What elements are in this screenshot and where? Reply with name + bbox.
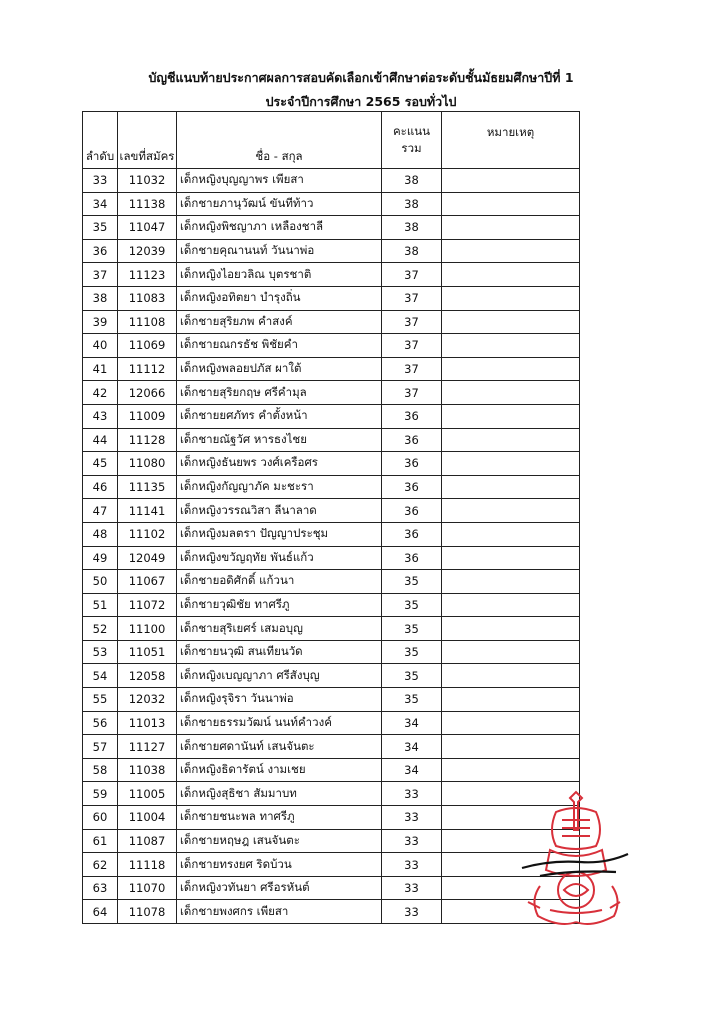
table-row: [83, 404, 580, 428]
table-row: [83, 499, 580, 523]
row-applicant-cell: 11127: [118, 735, 177, 759]
row-score-cell: 35: [382, 664, 442, 688]
table-row: [83, 640, 580, 664]
row-applicant-cell: 11128: [118, 428, 177, 452]
row-no-cell: 41: [83, 357, 118, 381]
results-table: [82, 111, 580, 924]
row-no-cell: 34: [83, 192, 118, 216]
table-row: [83, 711, 580, 735]
table-row: [83, 381, 580, 405]
row-name-cell: เด็กชายพงศกร เพียสา: [177, 900, 382, 924]
table-row: [83, 192, 580, 216]
table-row: [83, 664, 580, 688]
row-no-cell: 53: [83, 640, 118, 664]
table-row: [83, 522, 580, 546]
row-name-cell: เด็กชายณกรธัช พิชัยคำ: [177, 334, 382, 358]
row-no-cell: 48: [83, 522, 118, 546]
row-applicant-cell: 11123: [118, 263, 177, 287]
row-remark-cell: [442, 404, 580, 428]
row-name-cell: เด็กชายณัฐวัศ หารธงไชย: [177, 428, 382, 452]
row-score-cell: 35: [382, 617, 442, 641]
row-applicant-cell: 11087: [118, 829, 177, 853]
row-name-cell: เด็กหญิงสุธิชา สัมมาบท: [177, 782, 382, 806]
row-score-cell: 35: [382, 688, 442, 712]
row-remark-cell: [442, 263, 580, 287]
row-no-cell: 50: [83, 570, 118, 594]
row-remark-cell: [442, 475, 580, 499]
row-applicant-cell: 11080: [118, 452, 177, 476]
row-score-cell: 37: [382, 381, 442, 405]
row-remark-cell: [442, 499, 580, 523]
row-applicant-cell: 11102: [118, 522, 177, 546]
row-name-cell: เด็กหญิงบุญญาพร เพียสา: [177, 169, 382, 193]
row-remark-cell: [442, 357, 580, 381]
row-score-cell: 37: [382, 310, 442, 334]
row-score-cell: 38: [382, 216, 442, 240]
row-no-cell: 52: [83, 617, 118, 641]
row-score-cell: 36: [382, 522, 442, 546]
row-remark-cell: [442, 522, 580, 546]
row-no-cell: 46: [83, 475, 118, 499]
table-row: [83, 900, 580, 924]
row-no-cell: 56: [83, 711, 118, 735]
row-remark-cell: [442, 711, 580, 735]
row-applicant-cell: 11078: [118, 900, 177, 924]
row-score-cell: 33: [382, 829, 442, 853]
row-score-cell: 37: [382, 357, 442, 381]
row-score-cell: 37: [382, 263, 442, 287]
row-applicant-cell: 11118: [118, 853, 177, 877]
row-no-cell: 45: [83, 452, 118, 476]
row-applicant-cell: 11067: [118, 570, 177, 594]
row-remark-cell: [442, 192, 580, 216]
row-name-cell: เด็กชายสุริเยศร์ เสมอบุญ: [177, 617, 382, 641]
row-name-cell: เด็กชายทรงยศ ริดบ้วน: [177, 853, 382, 877]
row-name-cell: เด็กหญิงวรรณวิสา ลีนาลาด: [177, 499, 382, 523]
row-applicant-cell: 12049: [118, 546, 177, 570]
row-no-cell: 59: [83, 782, 118, 806]
row-name-cell: เด็กหญิงกัญญาภัค มะชะรา: [177, 475, 382, 499]
col-header-score-top: คะแนน: [392, 124, 430, 138]
row-no-cell: 55: [83, 688, 118, 712]
row-score-cell: 34: [382, 758, 442, 782]
row-name-cell: เด็กชายศดานันท์ เสนจันตะ: [177, 735, 382, 759]
row-applicant-cell: 11141: [118, 499, 177, 523]
table-row: [83, 357, 580, 381]
row-applicant-cell: 11013: [118, 711, 177, 735]
school-seal-stamp-icon: [520, 790, 630, 930]
row-name-cell: เด็กหญิงเบญญาภา ศรีสังบุญ: [177, 664, 382, 688]
row-name-cell: เด็กชายภานุวัฒน์ ขันทีท้าว: [177, 192, 382, 216]
row-score-cell: 34: [382, 711, 442, 735]
row-applicant-cell: 11051: [118, 640, 177, 664]
table-row: [83, 617, 580, 641]
row-no-cell: 39: [83, 310, 118, 334]
table-row: [83, 782, 580, 806]
row-score-cell: 36: [382, 452, 442, 476]
row-applicant-cell: 12039: [118, 239, 177, 263]
col-header-remark: หมายเหตุ: [442, 112, 580, 169]
row-name-cell: เด็กหญิงขวัญฤทัย พันธ์แก้ว: [177, 546, 382, 570]
row-score-cell: 36: [382, 546, 442, 570]
row-no-cell: 51: [83, 593, 118, 617]
table-row: [83, 570, 580, 594]
document-title: บัญชีแนบท้ายประกาศผลการสอบคัดเลือกเข้าศึกษาต่อระดับชั้นมัธยมศึกษาปีที่ 1: [148, 70, 574, 85]
row-no-cell: 44: [83, 428, 118, 452]
row-name-cell: เด็กชายสุริยภพ คำสงค์: [177, 310, 382, 334]
row-name-cell: เด็กหญิงอทิตยา บำรุงถิ่น: [177, 286, 382, 310]
row-remark-cell: [442, 758, 580, 782]
row-applicant-cell: 11004: [118, 806, 177, 830]
row-no-cell: 37: [83, 263, 118, 287]
row-no-cell: 63: [83, 876, 118, 900]
table-row: [83, 310, 580, 334]
row-applicant-cell: 11135: [118, 475, 177, 499]
row-applicant-cell: 11038: [118, 758, 177, 782]
row-applicant-cell: 11070: [118, 876, 177, 900]
row-no-cell: 40: [83, 334, 118, 358]
col-header-score-bottom: รวม: [401, 141, 422, 155]
table-row: [83, 216, 580, 240]
row-remark-cell: [442, 334, 580, 358]
row-applicant-cell: 11108: [118, 310, 177, 334]
table-row: [83, 829, 580, 853]
row-remark-cell: [442, 216, 580, 240]
row-name-cell: เด็กหญิงพลอยปภัส ผาใต้: [177, 357, 382, 381]
row-name-cell: เด็กชายธรรมวัฒน์ นนท์คำวงค์: [177, 711, 382, 735]
table-row: [83, 688, 580, 712]
row-no-cell: 42: [83, 381, 118, 405]
row-applicant-cell: 11009: [118, 404, 177, 428]
document-subtitle: ประจำปีการศึกษา 2565 รอบทั่วไป: [265, 94, 457, 109]
table-row: [83, 593, 580, 617]
table-row: [83, 286, 580, 310]
row-no-cell: 35: [83, 216, 118, 240]
col-header-applicant: เลขที่สมัคร: [118, 112, 177, 169]
row-remark-cell: [442, 664, 580, 688]
row-score-cell: 36: [382, 475, 442, 499]
row-score-cell: 38: [382, 239, 442, 263]
row-name-cell: เด็กหญิงพิชญาภา เหลืองชาลี: [177, 216, 382, 240]
row-name-cell: เด็กชายสุริยกฤษ ศรีคำมุล: [177, 381, 382, 405]
row-name-cell: เด็กหญิงธันยพร วงศ์เครือศร: [177, 452, 382, 476]
table-row: [83, 452, 580, 476]
row-remark-cell: [442, 617, 580, 641]
row-no-cell: 36: [83, 239, 118, 263]
signature-mark-icon: [522, 854, 628, 876]
row-name-cell: เด็กชายคุณานนท์ วันนาพ่อ: [177, 239, 382, 263]
table-row: [83, 735, 580, 759]
table-row: [83, 334, 580, 358]
table-header-row: [83, 112, 580, 169]
row-applicant-cell: 11138: [118, 192, 177, 216]
row-no-cell: 33: [83, 169, 118, 193]
row-no-cell: 64: [83, 900, 118, 924]
table-row: [83, 758, 580, 782]
row-name-cell: เด็กหญิงไอยวลิณ บุตรชาติ: [177, 263, 382, 287]
row-name-cell: เด็กหญิงรุจิรา วันนาพ่อ: [177, 688, 382, 712]
row-remark-cell: [442, 169, 580, 193]
row-no-cell: 43: [83, 404, 118, 428]
row-applicant-cell: 11100: [118, 617, 177, 641]
row-name-cell: เด็กชายชนะพล ทาศรีภู: [177, 806, 382, 830]
row-applicant-cell: 12032: [118, 688, 177, 712]
col-header-score: [382, 112, 442, 169]
row-no-cell: 58: [83, 758, 118, 782]
table-row: [83, 169, 580, 193]
row-score-cell: 33: [382, 876, 442, 900]
table-row: [83, 853, 580, 877]
table-row: [83, 806, 580, 830]
row-remark-cell: [442, 381, 580, 405]
row-score-cell: 34: [382, 735, 442, 759]
row-score-cell: 33: [382, 806, 442, 830]
row-no-cell: 54: [83, 664, 118, 688]
row-score-cell: 36: [382, 404, 442, 428]
row-no-cell: 57: [83, 735, 118, 759]
row-remark-cell: [442, 546, 580, 570]
row-applicant-cell: 12066: [118, 381, 177, 405]
table-row: [83, 239, 580, 263]
table-row: [83, 546, 580, 570]
row-remark-cell: [442, 452, 580, 476]
row-no-cell: 38: [83, 286, 118, 310]
table-row: [83, 428, 580, 452]
row-score-cell: 36: [382, 428, 442, 452]
row-applicant-cell: 11032: [118, 169, 177, 193]
table-body: [83, 169, 580, 924]
row-score-cell: 38: [382, 192, 442, 216]
row-no-cell: 60: [83, 806, 118, 830]
row-name-cell: เด็กชายนวุฒิ สนเทียนวัด: [177, 640, 382, 664]
row-remark-cell: [442, 310, 580, 334]
row-name-cell: เด็กหญิงวทันยา ศรีอรหันต์: [177, 876, 382, 900]
row-name-cell: เด็กหญิงมลตรา ปัญญาประชุม: [177, 522, 382, 546]
row-remark-cell: [442, 593, 580, 617]
row-applicant-cell: 11072: [118, 593, 177, 617]
row-remark-cell: [442, 428, 580, 452]
table-row: [83, 876, 580, 900]
row-score-cell: 35: [382, 593, 442, 617]
row-score-cell: 37: [382, 334, 442, 358]
row-applicant-cell: 11005: [118, 782, 177, 806]
row-applicant-cell: 11069: [118, 334, 177, 358]
row-no-cell: 47: [83, 499, 118, 523]
row-score-cell: 37: [382, 286, 442, 310]
row-no-cell: 49: [83, 546, 118, 570]
row-name-cell: เด็กชายวุฒิชัย ทาศรีภู: [177, 593, 382, 617]
row-remark-cell: [442, 239, 580, 263]
row-name-cell: เด็กชายอดิศักดิ์ แก้วนา: [177, 570, 382, 594]
row-score-cell: 35: [382, 570, 442, 594]
row-no-cell: 62: [83, 853, 118, 877]
row-remark-cell: [442, 688, 580, 712]
row-applicant-cell: 12058: [118, 664, 177, 688]
row-name-cell: เด็กหญิงธิดารัตน์ งามเชย: [177, 758, 382, 782]
row-remark-cell: [442, 570, 580, 594]
col-header-no: ลำดับ: [83, 112, 118, 169]
row-name-cell: เด็กชายยศภัทร คำตั้งหน้า: [177, 404, 382, 428]
row-score-cell: 35: [382, 640, 442, 664]
row-score-cell: 33: [382, 900, 442, 924]
row-score-cell: 33: [382, 782, 442, 806]
col-header-name: ชื่อ - สกุล: [177, 112, 382, 169]
row-applicant-cell: 11083: [118, 286, 177, 310]
row-remark-cell: [442, 735, 580, 759]
row-remark-cell: [442, 286, 580, 310]
table-row: [83, 475, 580, 499]
row-no-cell: 61: [83, 829, 118, 853]
row-score-cell: 38: [382, 169, 442, 193]
row-remark-cell: [442, 640, 580, 664]
row-score-cell: 36: [382, 499, 442, 523]
table-row: [83, 263, 580, 287]
row-applicant-cell: 11112: [118, 357, 177, 381]
row-applicant-cell: 11047: [118, 216, 177, 240]
row-name-cell: เด็กชายหฤษฎ เสนจันตะ: [177, 829, 382, 853]
row-score-cell: 33: [382, 853, 442, 877]
